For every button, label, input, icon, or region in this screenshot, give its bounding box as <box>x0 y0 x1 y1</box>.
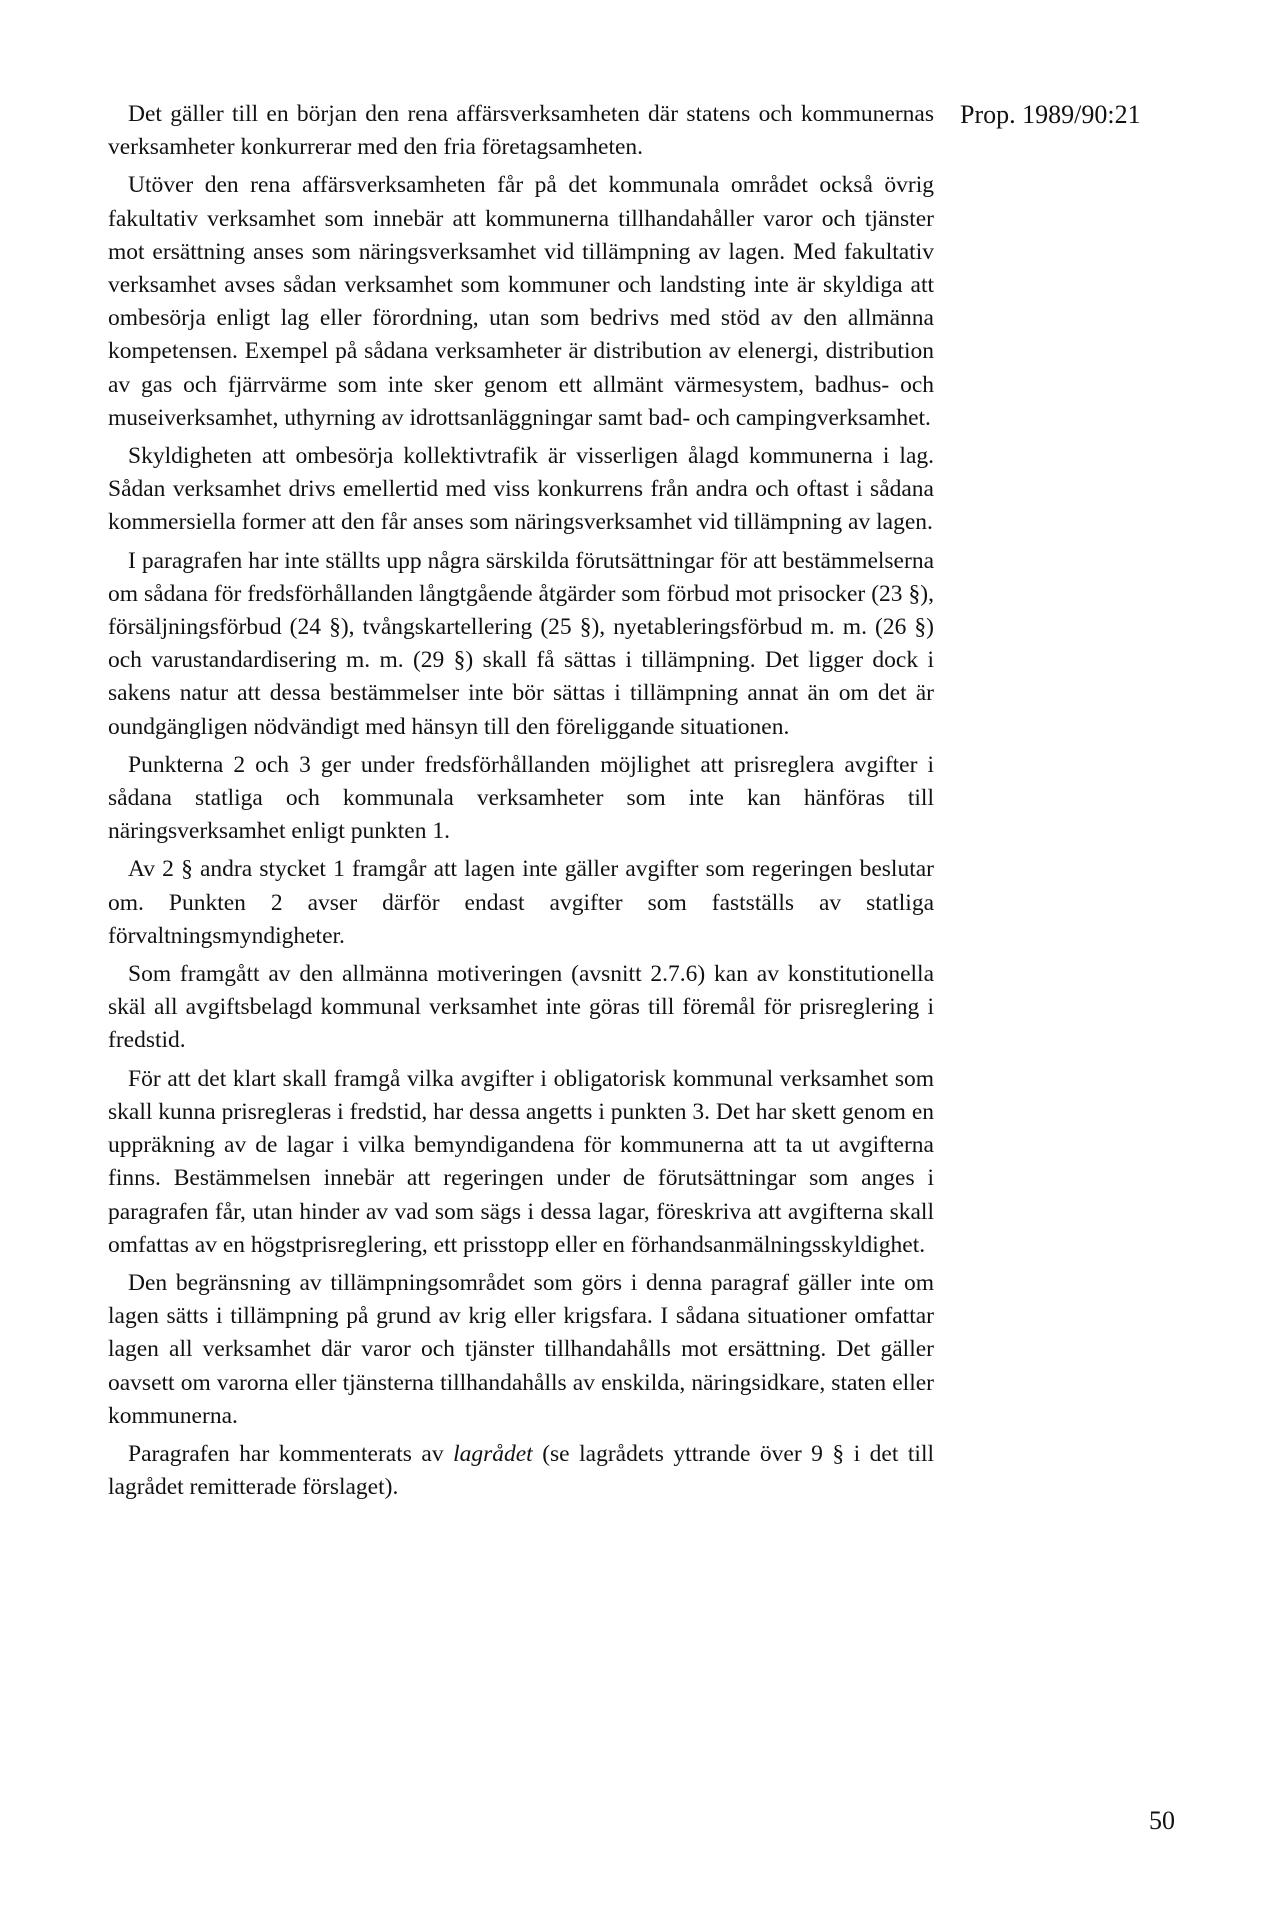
proposition-reference: Prop. 1989/90:21 <box>960 100 1141 129</box>
emphasized-term: lagrådet <box>453 1440 533 1467</box>
paragraph: Som framgått av den allmänna motiveringen (avsnitt 2.7.6) kan av konstitutionella skäl all avgiftsbelagd kommunal verksamhet inte göras till föremål för prisreglering i fredstid. <box>108 961 934 1054</box>
paragraph: Punkterna 2 och 3 ger under fredsförhållanden möjlighet att prisreglera avgifter i sådana statliga och kommunala verksamheter som inte kan hänföras till näringsverksamhet enligt punkten 1. <box>108 751 934 845</box>
paragraph: Utöver den rena affärsverksamheten får på det kommunala området också övrig fakultativ verksamhet som innebär att kommunerna tillhandahåller varor och tjänster mot ersättning anses som näringsverksamhet vid tillämpning av lagen. Med fakultativ verksamhet avses sådan verksamhet som kommuner och landsting inte är skyldiga att ombesörja enligt lag eller förordning, utan som bedrivs med stöd av den allmänna kompetensen. Exempel på sådana verksamheter är distribution av elenergi, distribution av gas och fjärrvärme som inte sker genom ett allmänt värmesystem, badhus- och museiverksamhet, uthyrning av idrottsanläggningar samt bad- och campingverksamhet. <box>108 172 934 431</box>
page-number: 50 <box>1149 1806 1175 1835</box>
body-text <box>108 98 934 1509</box>
paragraph: I paragrafen har inte ställts upp några särskilda förutsättningar för att bestämmelserna om sådana för fredsförhållanden långtgående åtgärder som förbud mot prisocker (23 §), försäljningsförbud (24 §), tvångskartellering (25 §), nyetableringsförbud m. m. (26 §) och varustandardisering m. m. (29 §) skall få sättas i tillämpning. Det ligger dock i sakens natur att dessa bestämmelser inte bör sättas i tillämpning annat än om det är oundgängligen nödvändigt med hänsyn till den föreliggande situationen. <box>108 547 934 740</box>
paragraph: Skyldigheten att ombesörja kollektivtrafik är visserligen ålagd kommunerna i lag. Sådan verksamhet drivs emellertid med viss konkurrens från andra och oftast i sådana kommersiella former att den får anses som näringsverksamhet vid tillämpning av lagen. <box>108 443 934 536</box>
closing-text-after: (se lagrådets yttrande över 9 § i det till lagrådet remitterade förslaget). <box>108 1440 935 1501</box>
paragraph: För att det klart skall framgå vilka avgifter i obligatorisk kommunal verksamhet som skall kunna prisregleras i fredstid, har dessa angetts i punkten 3. Det har skett genom en uppräkning av de lagar i vilka bemyndigandena för kommunerna att ta ut avgifterna finns. Bestämmelsen innebär att regeringen under de förutsättningar som anges i paragrafen får, utan hinder av vad som sägs i dessa lagar, föreskriva att avgifterna skall omfattas av en högstprisreglering, ett prisstopp eller en förhandsanmälningsskyldighet. <box>108 1065 934 1258</box>
paragraph: Av 2 § andra stycket 1 framgår att lagen inte gäller avgifter som regeringen beslutar om. Punkten 2 avser därför endast avgifter som fastställs av statliga förvaltningsmyndigheter. <box>108 856 934 949</box>
paragraph: Det gäller till en början den rena affärsverksamheten där statens och kommunernas verksamheter konkurrerar med den fria företagsamheten. <box>108 101 934 161</box>
paragraph: Den begränsning av tillämpningsområdet som görs i denna paragraf gäller inte om lagen sätts i tillämpning på grund av krig eller krigsfara. I sådana situationer omfattar lagen all verksamhet där varor och tjänster tillhandahålls mot ersättning. Det gäller oavsett om varorna eller tjänsterna tillhandahålls av enskilda, näringsidkare, staten eller kommunerna. <box>108 1269 934 1429</box>
closing-paragraph <box>108 1438 934 1504</box>
closing-text-before: Paragrafen har kommenterats av <box>128 1440 454 1467</box>
